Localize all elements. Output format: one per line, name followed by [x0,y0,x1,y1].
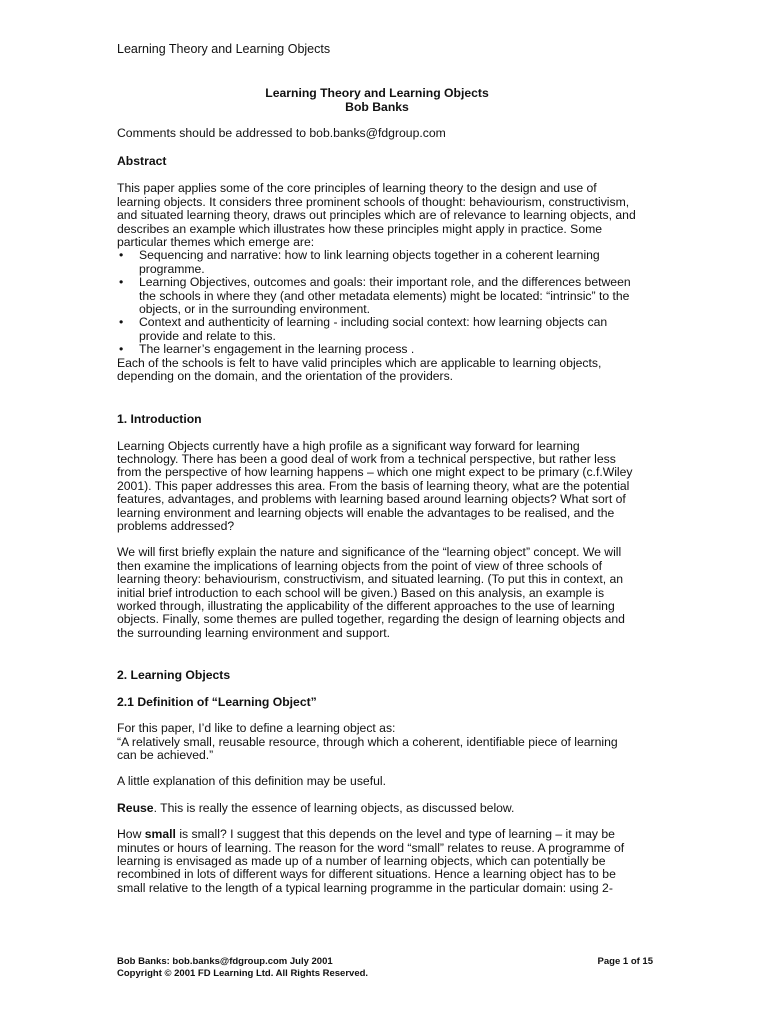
list-item: • Sequencing and narrative: how to link learning objects together in a coherent learning programme. [117,249,637,276]
comments-line: Comments should be addressed to bob.banks@fdgroup.com [117,126,446,140]
introduction-paragraph-2: We will first briefly explain the nature and significance of the “learning object” concept. We will then examine the implications of learning objects from the point of view of three schools of learning theory: behaviourism, constructivism, and situated learning. (To put this in context, an initial brief introduction to each school will be given.) Based on this analysis, an example is worked through, illustrating the applicability of the different approaches to the use of learning objects. Finally, some themes are pulled together, regarding the design of learning objects and the surrounding learning environment and support. [117,545,625,640]
definition-intro: For this paper, I’d like to define a learning object as: [117,721,396,736]
footer-author: Bob Banks: bob.banks@fdgroup.com July 2001 [117,956,333,967]
paper-author: Bob Banks [345,100,409,114]
list-item: • Learning Objectives, outcomes and goals: their important role, and the differences between the schools in where they (and other metadata elements) might be located: “intrinsic” to the objects, or in the surrounding environment. [117,276,637,316]
footer-copyright: Copyright © 2001 FD Learning Ltd. All Rights Reserved. [117,968,369,979]
list-item: • The learner’s engagement in the learning process . [117,343,637,356]
reuse-paragraph [117,802,637,815]
page-footer [117,956,653,980]
explanation-line: A little explanation of this definition may be useful. [117,774,386,789]
definition-quote: “A relatively small, reusable resource, through which a coherent, identifiable piece of learning can be achieved.” [117,734,618,762]
reuse-text: . This is really the essence of learning objects, as discussed below. [153,800,515,815]
introduction-paragraph-1: Learning Objects currently have a high profile as a significant way forward for learning technology. There has been a good deal of work from a technical perspective, but rather less from the perspective of how learning happens – which one might expect to be primary (c.f.Wiley 2001). This paper addresses this area. From the basis of learning theory, what are the potential features, advantages, and problems with learning based around learning objects? What sort of learning environment and learning objects will enable the advantages to be realised, and the problems addressed? [117,438,633,533]
abstract-bullet-list [117,249,637,356]
reuse-term: Reuse [117,800,154,815]
page-number: Page 1 of 15 [597,956,653,967]
page-content [117,86,637,895]
small-prefix: How [117,827,145,842]
list-item: • Context and authenticity of learning - including social context: how learning objects can provide and relate to this. [117,316,637,343]
running-header: Learning Theory and Learning Objects [117,42,331,56]
introduction-heading: 1. Introduction [117,411,202,426]
abstract-closing: Each of the schools is felt to have valid principles which are applicable to learning objects, depending on the domain, and the orientation of the providers. [117,355,602,384]
small-text: is small? I suggest that this depends on the level and type of learning – it may be minutes or hours of learning. The reason for the word “small” relates to reuse. A programme of learning is envisaged as made up of a number of learning objects, which can potentially be recombined in lots of different ways for different situations. Hence a learning object has to be small relative to the length of a typical learning programme in the particular domain: using 2- [117,827,625,895]
abstract-intro: This paper applies some of the core principles of learning theory to the design and use of learning objects. It considers three prominent schools of thought: behaviourism, constructivism, and situated learning theory, draws out principles which are of relevance to learning objects, and describes an example which illustrates how these principles might apply in practice. Some particular themes which emerge are: [117,181,636,250]
section-2-1-heading: 2.1 Definition of “Learning Object” [117,695,317,710]
small-term: small [144,827,176,842]
paper-title: Learning Theory and Learning Objects [265,86,489,100]
section-2-heading: 2. Learning Objects [117,668,231,683]
small-paragraph [117,828,637,895]
abstract-heading: Abstract [117,154,167,169]
